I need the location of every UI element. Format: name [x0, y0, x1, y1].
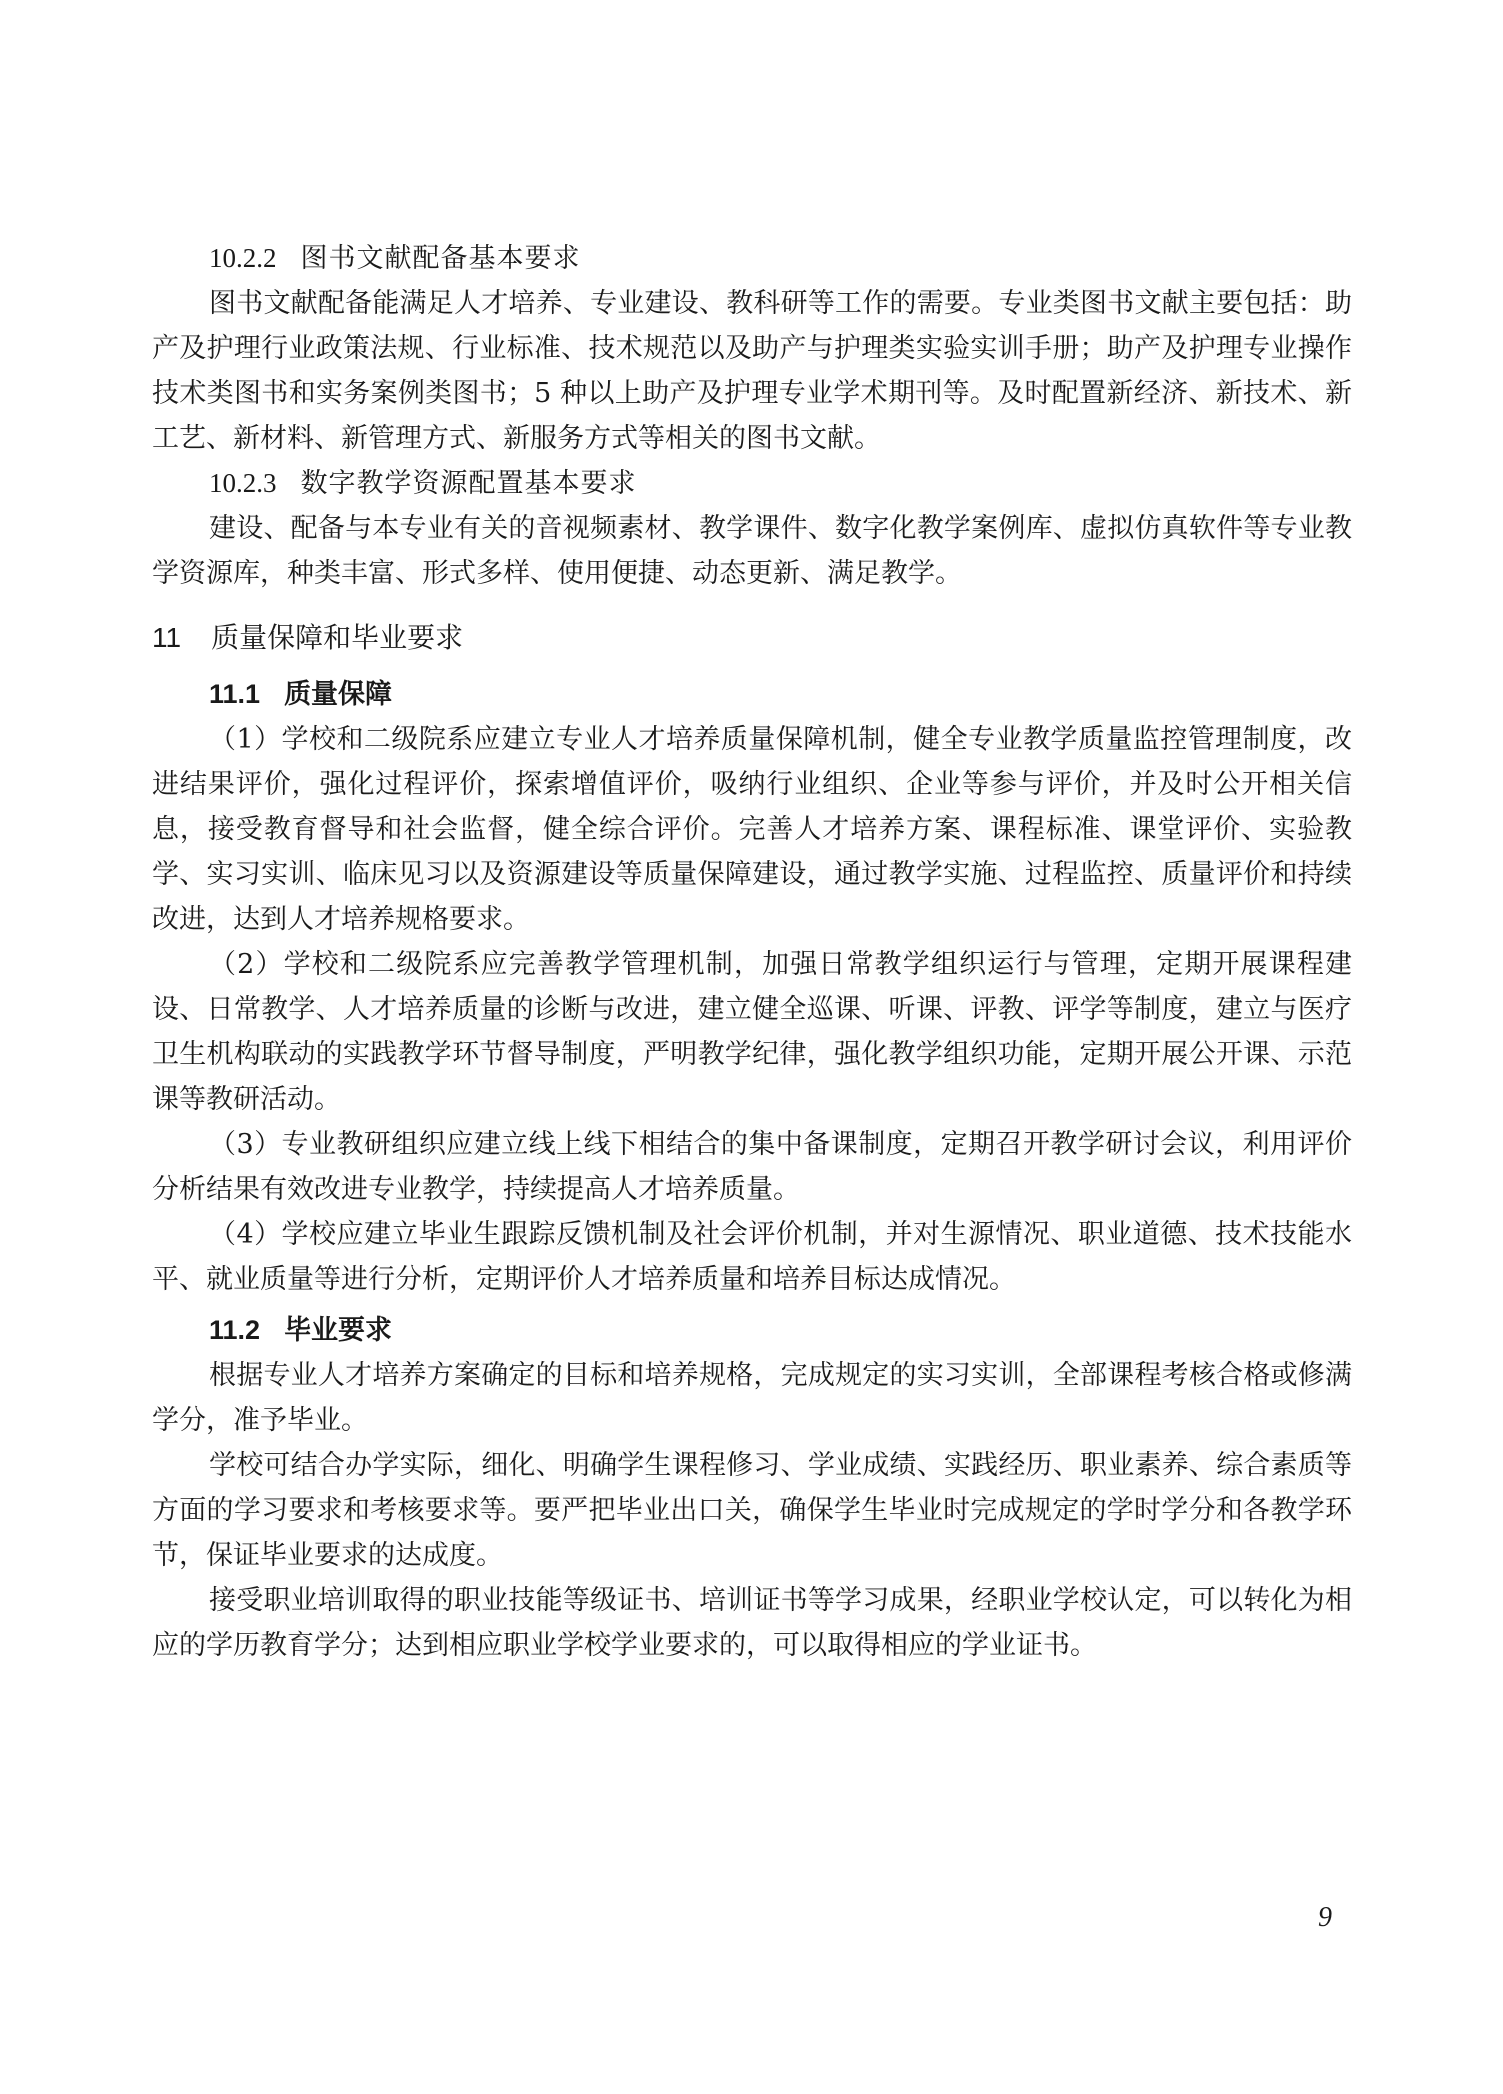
section-10-2-3-heading	[152, 461, 1352, 506]
section-number: 10.2.2	[209, 243, 277, 273]
paragraph: （4）学校应建立毕业生跟踪反馈机制及社会评价机制，并对生源情况、职业道德、技术技能水平、就业质量等进行分析，定期评价人才培养质量和培养目标达成情况。	[152, 1219, 1352, 1295]
paragraph: （1）学校和二级院系应建立专业人才培养质量保障机制，健全专业教学质量监控管理制度，改进结果评价，强化过程评价，探索增值评价，吸纳行业组织、企业等参与评价，并及时公开相关信息，接受教育督导和社会监督，健全综合评价。完善人才培养方案、课程标准、课堂评价、实验教学、实习实训、临床见习以及资源建设等质量保障建设，通过教学实施、过程监控、质量评价和持续改进，达到人才培养规格要求。	[152, 724, 1352, 935]
section-title: 质量保障	[284, 679, 393, 710]
section-10-2-2-heading	[152, 236, 1352, 281]
section-11-2-heading	[152, 1308, 1352, 1353]
section-number: 10.2.3	[209, 468, 277, 498]
section-11-heading	[152, 616, 1352, 660]
paragraph: 建设、配备与本专业有关的音视频素材、教学课件、数字化教学案例库、虚拟仿真软件等专业教学资源库，种类丰富、形式多样、使用便捷、动态更新、满足教学。	[152, 513, 1352, 589]
paragraph: 根据专业人才培养方案确定的目标和培养规格，完成规定的实习实训，全部课程考核合格或修满学分，准予毕业。	[152, 1360, 1352, 1436]
section-title: 质量保障和毕业要求	[211, 621, 464, 654]
paragraph: （3）专业教研组织应建立线上线下相结合的集中备课制度，定期召开教学研讨会议，利用评价分析结果有效改进专业教学，持续提高人才培养质量。	[152, 1129, 1352, 1205]
section-11-1-heading	[152, 672, 1352, 717]
section-number: 11.2	[209, 1315, 261, 1345]
paragraph: （2）学校和二级院系应完善教学管理机制，加强日常教学组织运行与管理，定期开展课程建设、日常教学、人才培养质量的诊断与改进，建立健全巡课、听课、评教、评学等制度，建立与医疗卫生机构联动的实践教学环节督导制度，严明教学纪律，强化教学组织功能，定期开展公开课、示范课等教研活动。	[152, 949, 1352, 1115]
section-number: 11.1	[209, 679, 261, 709]
section-title: 数字教学资源配置基本要求	[300, 468, 637, 499]
section-title: 毕业要求	[284, 1315, 393, 1346]
paragraph: 图书文献配备能满足人才培养、专业建设、教科研等工作的需要。专业类图书文献主要包括：助产及护理行业政策法规、行业标准、技术规范以及助产与护理类实验实训手册；助产及护理专业操作技术类图书和实务案例类图书；5 种以上助产及护理专业学术期刊等。及时配置新经济、新技术、新工艺、新材料、新管理方式、新服务方式等相关的图书文献。	[152, 288, 1352, 454]
page-number: 9	[1318, 1902, 1332, 1933]
page-content	[152, 236, 1352, 1668]
paragraph: 接受职业培训取得的职业技能等级证书、培训证书等学习成果，经职业学校认定，可以转化为相应的学历教育学分；达到相应职业学校学业要求的，可以取得相应的学业证书。	[152, 1585, 1352, 1661]
section-title: 图书文献配备基本要求	[300, 243, 581, 274]
paragraph: 学校可结合办学实际，细化、明确学生课程修习、学业成绩、实践经历、职业素养、综合素质等方面的学习要求和考核要求等。要严把毕业出口关，确保学生毕业时完成规定的学时学分和各教学环节，保证毕业要求的达成度。	[152, 1450, 1352, 1571]
section-number: 11	[152, 622, 182, 653]
